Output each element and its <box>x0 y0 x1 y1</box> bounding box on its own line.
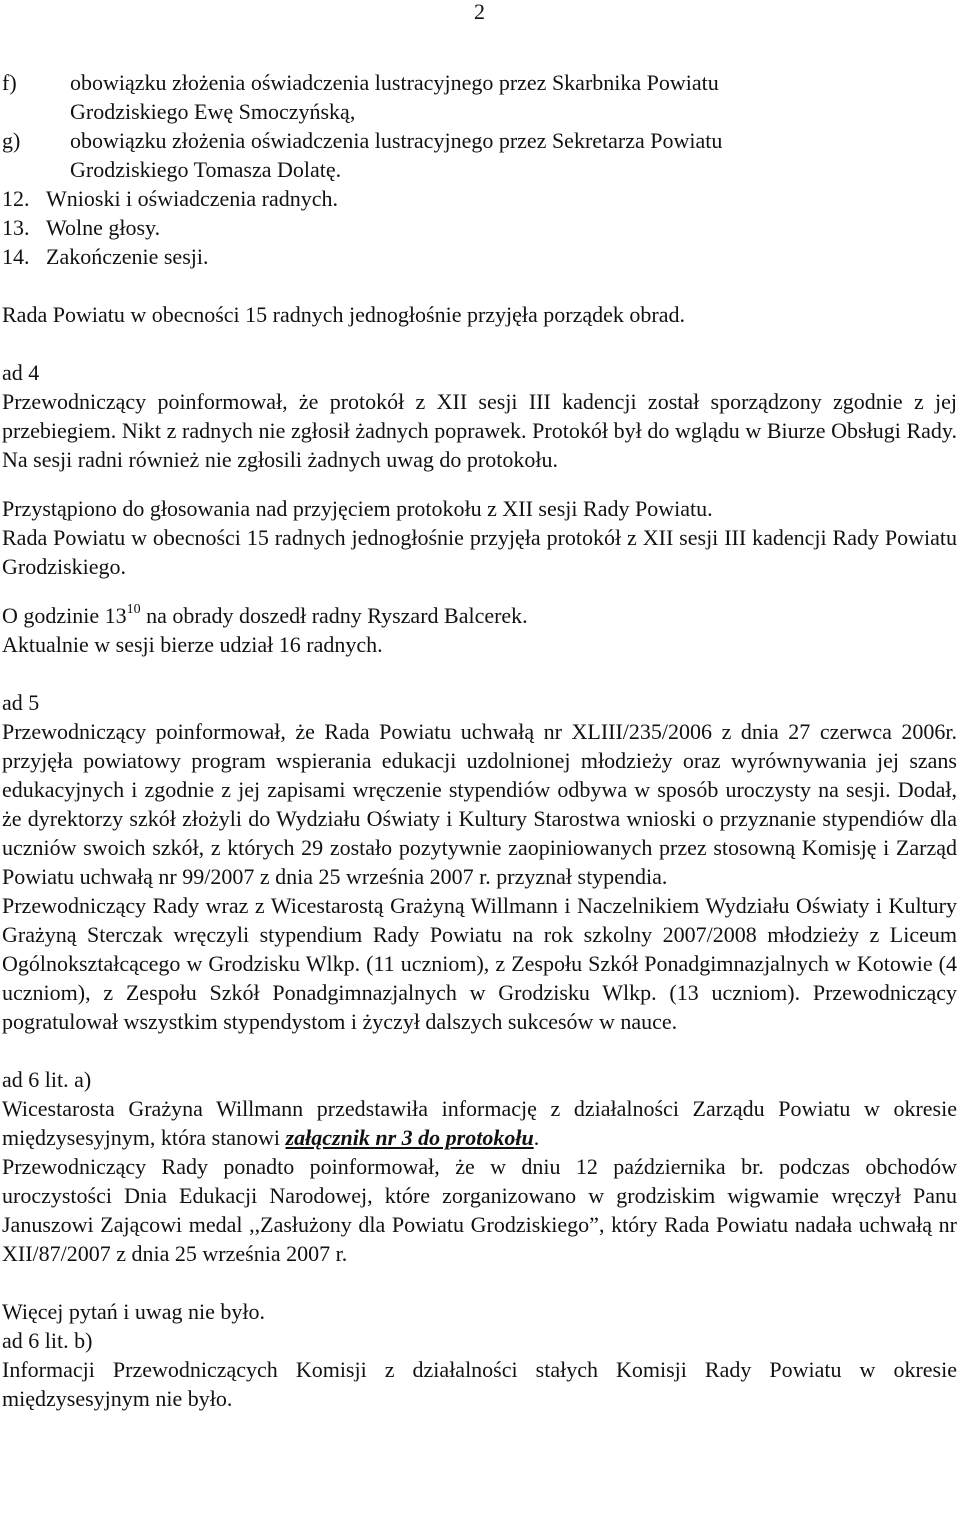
spacer <box>2 271 957 300</box>
list-text: obowiązku złożenia oświadczenia lustracyjnego przez Skarbnika Powiatu <box>70 70 719 95</box>
ad4-paragraph-protocol: Przewodniczący poinformował, że protokół z XII sesji III kadencji został sporządzony zgodnie z jej przebiegiem. Nikt z radnych nie zgłosił żadnych poprawek. Protokół był do wglądu w Biurze Obsługi Rady. Na sesji radni również nie zgłosili żadnych uwag do protokołu. <box>2 389 957 472</box>
ad6a-paragraph-report <box>2 1094 957 1152</box>
agenda-item-f <box>2 68 957 97</box>
page-number: 2 <box>474 0 485 24</box>
section-heading-ad6b: ad 6 lit. b) <box>2 1328 93 1353</box>
report-text: Wicestarosta Grażyna Willmann przedstawiła informację z działalności Zarządu Powiatu w okresie międzysesyjnym, która stanowi <box>2 1096 957 1150</box>
arrival-text-after: na obrady doszedł radny Ryszard Balcerek. <box>140 603 528 628</box>
ad5-paragraph-program: Przewodniczący poinformował, że Rada Powiatu uchwałą nr XLIII/235/2006 z dnia 27 czerwca 2006r. przyjęła powiatowy program wspierania edukacji uzdolnionej młodzieży oraz wyrównywania jej szans edukacyjnych i zgodnie z jej zapisami wręczenie stypendiów odbywa w sposób uroczysty na sesji. Dodał, że dyrektorzy szkół złożyli do Wydziału Oświaty i Kultury Starostwa wnioski o przyznanie stypendiów dla uczniów swoich szkół, z których 29 zostało pozytywnie zaopiniowanych przez stosowną Komisję i Zarząd Powiatu uchwałą nr 99/2007 z dnia 25 września 2007 r. przyznał stypendia. <box>2 719 957 889</box>
section-heading-ad5: ad 5 <box>2 690 40 715</box>
spacer <box>2 581 957 601</box>
list-marker: 13. <box>2 215 30 240</box>
agenda-item-12 <box>2 184 957 213</box>
document-body <box>2 68 957 1413</box>
list-text: Zakończenie sesji. <box>46 244 209 269</box>
spacer <box>2 474 957 494</box>
agenda-item-14 <box>2 242 957 271</box>
report-text-end: . <box>533 1125 540 1150</box>
list-text: obowiązku złożenia oświadczenia lustracyjnego przez Sekretarza Powiatu <box>70 128 723 153</box>
ad6a-paragraph-medal: Przewodniczący Rady ponadto poinformował, że w dniu 12 października br. podczas obchodów uroczystości Dnia Edukacji Narodowej, które zorganizowano w grodziskim wigwamie wręczył Panu Januszowi Zającowi medal ,,Zasłużony dla Powiatu Grodziskiego”, który Rada Powiatu nadała uchwałą nr XII/87/2007 z dnia 25 września 2007 r. <box>2 1154 957 1266</box>
arrival-text-before: O godzinie 13 <box>2 603 127 628</box>
spacer <box>2 1268 957 1297</box>
list-text: Wolne głosy. <box>46 215 161 240</box>
ad4-paragraph-vote: Przystąpiono do głosowania nad przyjęciem protokołu z XII sesji Rady Powiatu. <box>2 496 713 521</box>
list-marker: 12. <box>2 186 30 211</box>
spacer <box>2 329 957 358</box>
arrival-time-superscript: 10 <box>126 602 141 617</box>
attachment-reference: załącznik nr 3 do protokołu <box>285 1125 534 1150</box>
list-marker: 14. <box>2 244 30 269</box>
ad6b-paragraph: Informacji Przewodniczących Komisji z działalności stałych Komisji Rady Powiatu w okresie międzysesyjnym nie było. <box>2 1357 957 1411</box>
no-questions-line: Więcej pytań i uwag nie było. <box>2 1299 266 1324</box>
section-heading-ad6a: ad 6 lit. a) <box>2 1067 92 1092</box>
ad5-paragraph-scholarships: Przewodniczący Rady wraz z Wicestarostą Grażyną Willmann i Naczelnikiem Wydziału Oświaty i Kultury Grażyną Sterczak wręczyli stypendium Rady Powiatu na rok szkolny 2007/2008 młodzieży z Liceum Ogólnokształcącego w Grodzisku Wlkp. (11 uczniom), z Zespołu Szkół Ponadgimnazjalnych w Kotowie (4 uczniom), z Zespołu Szkół Ponadgimnazjalnych w Grodzisku Wlkp. (13 uczniom). Przewodniczący pogratulował wszystkim stypendystom i życzył dalszych sukcesów w nauce. <box>2 893 957 1034</box>
agenda-adopted-paragraph: Rada Powiatu w obecności 15 radnych jednogłośnie przyjęła porządek obrad. <box>2 302 686 327</box>
list-marker: f) <box>2 70 17 95</box>
section-heading-ad4: ad 4 <box>2 360 40 385</box>
ad4-arrival-line <box>2 601 957 630</box>
ad4-paragraph-result: Rada Powiatu w obecności 15 radnych jednogłośnie przyjęła protokół z XII sesji III kadencji Rady Powiatu Grodziskiego. <box>2 525 957 579</box>
agenda-item-g <box>2 126 957 155</box>
spacer <box>2 1036 957 1065</box>
agenda-item-13 <box>2 213 957 242</box>
spacer <box>2 659 957 688</box>
list-marker: g) <box>2 128 21 153</box>
list-text: Wnioski i oświadczenia radnych. <box>46 186 339 211</box>
ad4-attendance-line: Aktualnie w sesji bierze udział 16 radnych. <box>2 632 383 657</box>
agenda-item-f-continuation: Grodziskiego Ewę Smoczyńską, <box>70 99 356 124</box>
agenda-item-g-continuation: Grodziskiego Tomasza Dolatę. <box>70 157 342 182</box>
